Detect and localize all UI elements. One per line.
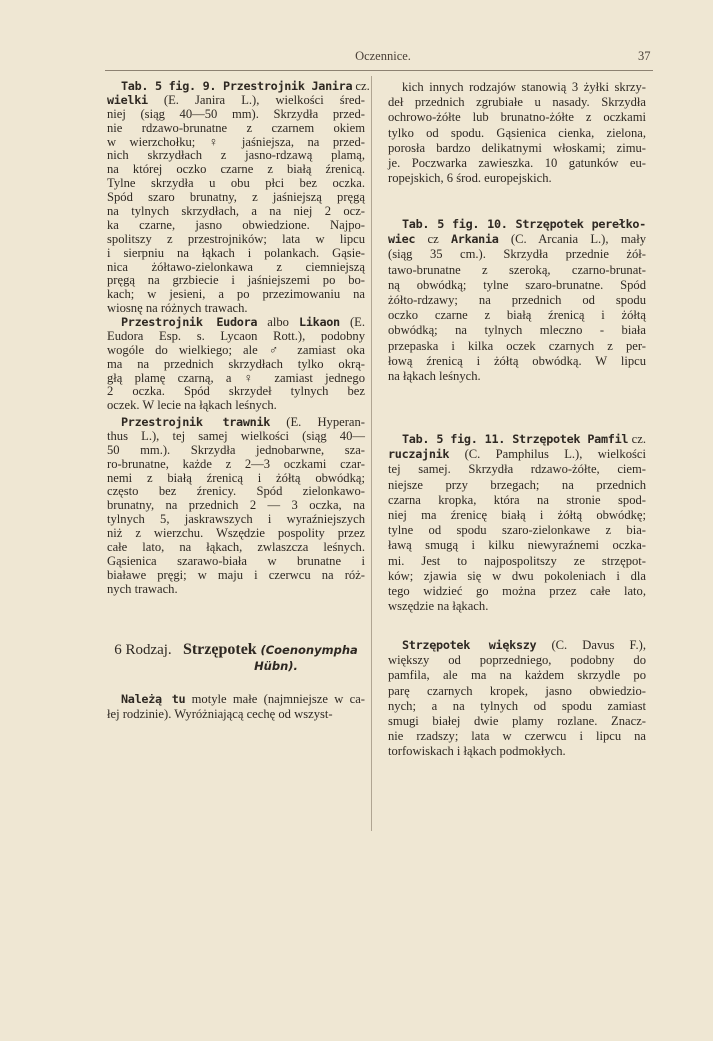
text-run: nych trawach. <box>107 581 178 596</box>
text-run: żółto-rdzawy; na przednich od spodu <box>388 292 646 307</box>
bold-term: Arkania <box>450 232 499 247</box>
text-line <box>107 177 365 191</box>
genus-heading <box>107 641 365 673</box>
text-run: ropejskich, 6 środ. europejskich. <box>388 171 552 186</box>
text-run: (E. Hyperan- <box>270 415 366 429</box>
genus-latin-author: Hübn). <box>254 659 298 673</box>
text-line <box>388 293 646 308</box>
text-run: wiosnę na różnych trawach. <box>107 301 248 316</box>
text-run: oczko czarne z białą źrenicą i żółtą <box>388 308 646 323</box>
text-run: wogóle do wielkiego; ale ♂ zamiast oka <box>107 342 365 357</box>
text-line <box>388 523 646 538</box>
text-line <box>107 416 365 430</box>
text-run: Eudora Esp. s. Lycaon Rott.), podobny <box>107 328 365 343</box>
text-line <box>107 527 365 541</box>
text-line <box>107 444 365 458</box>
text-run: spolitszy z przestrojników; lata w lipcu <box>107 231 365 246</box>
text-line <box>388 508 646 523</box>
text-run: nich skrzydłach z jasno-rdzawą plamą, <box>107 148 365 163</box>
text-line <box>388 684 646 699</box>
text-line <box>107 163 365 177</box>
text-run: na której oczko czarne z białą źrenicą. <box>107 162 365 177</box>
text-run: (C. Davus F.), <box>536 638 646 652</box>
bold-term: Przestrojnik trawnik <box>121 415 271 429</box>
bold-term: wielki <box>107 92 148 107</box>
text-run: czarna kropka, która na stronie spod- <box>388 492 646 507</box>
paragraph <box>388 432 646 614</box>
text-run: Spód szaro brunatny, z jaśniejszą pręgą <box>107 190 365 205</box>
text-run: brunatny, na przednich 2 — 3 oczka, na <box>107 498 365 513</box>
text-run: nica żółtawo-zielonkawa z ciemniejszą <box>107 259 365 274</box>
text-line <box>388 653 646 668</box>
text-line <box>388 217 646 232</box>
text-run: deł przednich zgrubiałe u nasady. Skrzydła <box>388 95 646 110</box>
text-line <box>107 458 365 472</box>
text-line <box>107 513 365 527</box>
text-run: tylko od spodu. Gąsienica cienka, zielona, <box>388 125 646 140</box>
text-run: większy od poprzedniego, podobny do <box>388 653 646 668</box>
text-line <box>107 472 365 486</box>
text-run: kich innych rodzajów stanowią 3 żyłki skrzy- <box>402 80 646 94</box>
text-run: nie rzadszy; lata w czerwcu i lipcu na <box>388 729 646 744</box>
text-line <box>388 156 646 171</box>
text-line <box>388 744 646 759</box>
text-run: porosła bardzo delikatnymi włoskami; zimu- <box>388 140 646 155</box>
text-line <box>388 339 646 354</box>
text-run: (C. Arcania L.), mały <box>498 232 646 247</box>
text-line <box>388 432 646 447</box>
text-line <box>107 108 365 122</box>
text-line <box>107 316 365 330</box>
text-run: nemi z białą źrenicą i żółtą obwódką; <box>107 470 365 485</box>
text-line <box>107 555 365 569</box>
text-line <box>107 233 365 247</box>
text-run: na tylnych skrzydłach, a na niej 2 ocz- <box>107 204 365 219</box>
text-run: ną obwódką; tylne szaro-brunatne. Spód <box>388 277 646 292</box>
text-run: i sierpniu na łąkach i polankach. Gąsie- <box>107 245 365 260</box>
text-line <box>388 554 646 569</box>
text-run: ławą smugą i kilku niewyraźnemi oczka- <box>388 538 646 553</box>
text-line <box>388 447 646 462</box>
text-run: tej samej. Skrzydła rdzawo-żółte, ciem- <box>388 462 646 477</box>
text-run: 50 mm.). Skrzydła jednobarwne, sza- <box>107 442 365 457</box>
text-run: cz <box>415 232 451 247</box>
text-line <box>388 569 646 584</box>
text-run: (C. Pamphilus L.), wielkości <box>449 447 646 462</box>
text-run: albo <box>257 315 300 329</box>
text-line <box>107 191 365 205</box>
text-run: często bez źrenicy. Spód zielonkawo- <box>107 484 365 499</box>
paragraph <box>107 416 365 597</box>
text-run: pręgą na grzbiecie i jaśniejszemi po bo- <box>107 273 365 288</box>
text-run: głą plamę czarną, a ♀ zamiast jednego <box>107 370 365 385</box>
text-run: Tylne skrzydła u obu płci bez oczka. <box>107 176 365 191</box>
text-run: mi. Jest to najpospolitszy ze strzępot- <box>388 553 646 568</box>
paragraph <box>107 79 370 316</box>
text-run: je. Poczwarka zawieszka. 10 gatunków eu- <box>388 155 646 170</box>
paragraph <box>107 316 365 413</box>
text-line <box>107 485 365 499</box>
text-run: smugi białej dwie plamy rozlane. Znacz- <box>388 713 646 728</box>
text-line <box>107 499 365 513</box>
genus-heading-line1 <box>107 641 365 659</box>
text-run: łej rodzinie). Wyróżniającą cechę od wszyst- <box>107 707 333 721</box>
text-line <box>388 729 646 744</box>
text-line <box>107 358 365 372</box>
text-run: ka czarne, jasno obwiedzione. Najpo- <box>107 217 365 232</box>
text-line <box>107 692 365 707</box>
text-run: thus L.), tej samej wielkości (siąg 40— <box>107 428 365 443</box>
text-line <box>388 714 646 729</box>
text-run: ro-brunatne, każde z 2—3 oczkami czar- <box>107 456 365 471</box>
text-run: całe lato, na łąkach, zwlaszcza leśnych. <box>107 540 365 555</box>
text-line <box>107 707 365 722</box>
text-run: ma na przednich skrzydłach tylko okrą- <box>107 356 365 371</box>
text-run: torfowiskach i łąkach podmokłych. <box>388 744 566 759</box>
genus-latin: (Coenonympha <box>260 643 358 657</box>
text-line <box>388 478 646 493</box>
running-header-title: Oczennice. <box>355 49 411 63</box>
text-line <box>107 385 365 399</box>
paragraph <box>388 217 646 384</box>
text-run: niż z wierzchu. Wszędzie pospolity przez <box>107 526 365 541</box>
text-line <box>388 278 646 293</box>
text-line <box>107 94 365 108</box>
text-line <box>107 205 365 219</box>
text-run: tylne od spodu szaro-zielonkawe z bia- <box>388 523 646 538</box>
text-run: (E. Janira L.), wielkości śred- <box>147 92 365 107</box>
text-line <box>388 247 646 262</box>
text-run: tylnych 5, jaskrawszych i wyraźniejszych <box>107 512 365 527</box>
text-line <box>107 569 365 583</box>
text-run: parę czarnych kropek, jasno obwiedzio- <box>388 683 646 698</box>
text-run: białawe pręgi; w maju i czerwcu na róż- <box>107 567 365 582</box>
text-line <box>388 126 646 141</box>
text-line <box>107 274 365 288</box>
bold-term: Przestrojnik Eudora <box>121 315 258 329</box>
text-line <box>388 493 646 508</box>
text-line <box>107 136 365 150</box>
text-line <box>107 372 365 386</box>
bold-term: Tab. 5 fig. 9. Przestrojnik Janira <box>121 79 353 93</box>
text-run: pamfila, ale ma na każdem skrzydle po <box>388 668 646 683</box>
text-run: kach; w jesieni, a po przezimowaniu na <box>107 287 365 302</box>
paragraph <box>388 80 646 186</box>
bold-term: Strzępotek większy <box>402 638 537 652</box>
text-run: (siąg 35 cm.). Skrzydła przednie żół- <box>388 247 646 262</box>
text-line <box>107 149 365 163</box>
paragraph <box>388 638 646 760</box>
text-line <box>388 141 646 156</box>
column-divider <box>371 76 372 831</box>
text-line <box>388 171 646 186</box>
text-run: obwódką; na tylnych mleczno - biała <box>388 323 646 338</box>
text-line <box>388 584 646 599</box>
bold-term: wiec <box>388 232 416 247</box>
text-line <box>107 261 365 275</box>
bold-term: Tab. 5 fig. 11. Strzępotek Pamfil <box>402 432 629 446</box>
text-run: niejsze przy brzegach; na przednich <box>388 477 646 492</box>
text-line <box>388 369 646 384</box>
text-line <box>107 122 365 136</box>
text-line <box>388 95 646 110</box>
text-line <box>388 668 646 683</box>
text-line <box>388 462 646 477</box>
text-line <box>107 79 370 94</box>
text-line <box>388 638 646 653</box>
text-run: nych; a na tylnych od spodu zamiast <box>388 698 646 713</box>
bold-term: Tab. 5 fig. 10. Strzępotek perełko- <box>402 217 646 231</box>
page-number: 37 <box>638 49 651 63</box>
text-run: nie rdzawo-brunatne z czarnem okiem <box>107 120 365 135</box>
text-line <box>107 344 365 358</box>
genus-rank: 6 Rodzaj. <box>114 642 172 658</box>
text-run: ków; zjawia się w dwu pokoleniach i dla <box>388 568 646 583</box>
text-run: tego widzieć go można przez całe lato, <box>388 583 646 598</box>
text-line <box>388 110 646 125</box>
text-line <box>107 399 365 413</box>
text-line <box>107 219 365 233</box>
text-line <box>107 330 365 344</box>
text-line <box>388 323 646 338</box>
header-rule <box>105 70 653 71</box>
text-run: Gąsienica szarawo-biała w brunatne i <box>107 553 365 568</box>
genus-name: Strzępotek <box>182 641 257 658</box>
text-line <box>107 247 365 261</box>
text-run: motyle małe (najmniejsze w ca- <box>185 692 365 706</box>
text-run: cz. <box>352 79 370 93</box>
text-run: oczek. W lecie na łąkach leśnych. <box>107 398 277 413</box>
text-run: 2 oczka. Spód skrzydeł tylnych bez <box>107 384 365 399</box>
text-run: w wierzchołku; ♀ jaśniejsza, na przed- <box>107 134 365 149</box>
text-line <box>388 263 646 278</box>
bold-term: Należą tu <box>121 692 186 706</box>
text-line <box>388 538 646 553</box>
text-line <box>107 541 365 555</box>
text-line <box>388 80 646 95</box>
bold-term: Likaon <box>299 315 340 329</box>
text-run: cz. <box>628 432 646 446</box>
text-line <box>107 430 365 444</box>
text-run: wszędzie na łąkach. <box>388 599 489 614</box>
text-run: ochrowo-żółte lub brunatno-żółte z oczkami <box>388 110 646 125</box>
text-line <box>388 232 646 247</box>
text-run: tawo-brunatne z szeroką, czarno-brunat- <box>388 262 646 277</box>
text-line <box>107 288 365 302</box>
text-line <box>388 354 646 369</box>
text-run: przepaska i kilka oczek czarnych z per- <box>388 338 646 353</box>
paragraph <box>107 692 365 722</box>
text-run: (E. <box>339 315 365 329</box>
text-line <box>107 583 365 597</box>
text-line <box>388 699 646 714</box>
bold-term: ruczajnik <box>388 447 450 462</box>
text-run: niej (siąg 40—50 mm). Skrzydła przed- <box>107 106 365 121</box>
text-run: niej ma źrenicę białą i żółtą obwódkę; <box>388 507 646 522</box>
text-run: łową źrenicą i żółtą obwódką. W lipcu <box>388 353 646 368</box>
text-line <box>388 308 646 323</box>
text-run: na łąkach leśnych. <box>388 368 481 383</box>
text-line <box>388 599 646 614</box>
